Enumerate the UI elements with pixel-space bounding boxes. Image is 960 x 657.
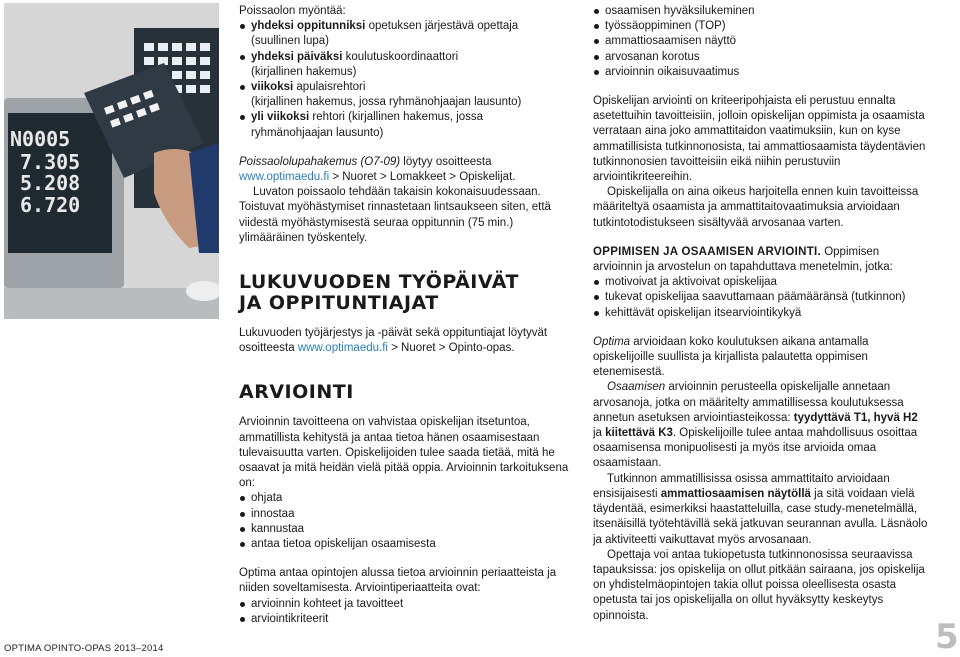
grade-scale: tyydyttävä T1, hyvä H2 — [793, 411, 918, 424]
permit-item — [239, 110, 569, 140]
assessment-purpose-list — [239, 491, 569, 552]
right-text-column — [593, 4, 928, 624]
permit-item — [239, 50, 569, 80]
grade-and: ja — [593, 427, 606, 440]
calendar-paragraph — [239, 326, 569, 356]
permit-item — [239, 80, 569, 110]
purpose-item: kannustaa — [239, 522, 569, 537]
calendar-path: > Nuoret > Opinto-opas. — [387, 342, 515, 355]
criteria-paragraph: Opiskelijan arviointi on kriteeripohjaista eli perustuu ennalta asetettuihin tavoitteisiin, jolloin opiskelijan oppimista ja osaamista verrataan aina joko ammattitaidon vaatimuksiin, kun on kyse ammatillisista tutkinnonosista, tai ammattiosaamista täydentävien tutkinnonosien tavoitteisiin eikä niihin perustuviin arviointikriteereihin. — [593, 95, 926, 184]
principles-list — [239, 597, 569, 627]
permit-duration: yhdeksi päiväksi — [251, 50, 343, 63]
absence-intro: Poissaolon myöntää: — [239, 5, 346, 17]
principle-item: ammattiosaamisen näyttö — [593, 34, 928, 49]
vocational-text-a: Tutkinnon ammatillisissa osissa ammattitaito arvioidaan ensisijaisesti — [593, 472, 890, 500]
permit-note: (kirjallinen hakemus, jossa ryhmänohjaajan lausunto) — [251, 96, 522, 109]
screen-line1: N0005 — [10, 127, 71, 151]
heading-calendar-line1: LUKUVUODEN TYÖPÄIVÄT — [239, 271, 519, 294]
principles-paragraph: Optima antaa opintojen alussa tietoa arvioinnin periaatteista ja niiden soveltamisesta. Arviointiperiaatteita ovat: — [239, 567, 557, 595]
grading-paragraph — [593, 380, 928, 471]
page-footer: OPTIMA OPINTO-OPAS 2013–2014 — [4, 643, 164, 654]
absence-permit-list — [239, 19, 569, 141]
osaamisen-word: Osaamisen — [607, 381, 666, 394]
vocational-text-b: ja sitä voidaan vielä täydentää, esimerkiksi haastatteluilla, case study-menetelmällä, itsenäisillä työtehtävillä sekä jatkuvan seurannan avulla. Läsnäolo ja aktiviteetti vaikuttavat myös arvosanaan. — [593, 487, 928, 546]
left-text-column — [239, 4, 569, 627]
principle-item: arvioinnin kohteet ja tavoitteet — [239, 597, 569, 612]
method-item: kehittävät opiskelijan itsearviointikykyä — [593, 306, 928, 321]
principle-item: työssäoppiminen (TOP) — [593, 19, 928, 34]
heading-calendar-line2: JA OPPITUNTIAJAT — [239, 292, 439, 315]
permit-duration: viikoksi — [251, 81, 294, 94]
permit-grantor: koulutuskoordinaattori — [342, 50, 459, 63]
method-item: tukevat opiskelijaa saavuttamaan päämääränsä (tutkinnon) — [593, 290, 928, 305]
form-found-text: löytyy osoitteesta — [400, 155, 492, 168]
permit-grantor: rehtori (kirjallinen hakemus, jossa — [309, 111, 484, 124]
section-text: Oppimisen arvioinnin ja arvostelun on tapahduttava menetelmin, jotka: — [593, 245, 893, 274]
optimaedu-link[interactable]: www.optimaedu.fi — [239, 171, 330, 184]
principle-item: arvioinnin oikaisuvaatimus — [593, 65, 928, 80]
permit-item — [239, 19, 569, 49]
optima-text: arvioidaan koko koulutuksen aikana antamalla opiskelijoille suullista ja kirjallista palautetta oppimisen etenemisestä. — [593, 335, 869, 379]
learning-assessment-paragraph — [593, 245, 928, 275]
form-path: > Nuoret > Lomakkeet > Opiskelijat. — [329, 171, 516, 184]
purpose-item: innostaa — [239, 507, 569, 522]
tutoring-paragraph: Opettaja voi antaa tukiopetusta tutkinnonosissa seuraavissa tapauksissa: jos opiskelija on ollut pitkään sairaana, jos opiskelija on yhdistelmäopintojen takia ollut poissa oleellisesta osasta opetusta tai jos opiskelijalla on ollut hyväksytty keskeytys opinnoista. — [593, 548, 925, 622]
permit-duration: yli viikoksi — [251, 111, 310, 124]
absence-rule-paragraph: Luvaton poissaolo tehdään takaisin kokonaisuudessaan. Toistuvat myöhästymiset rinnastetaan lintsaukseen siten, että viidestä myöhästymisestä seuraa oppitunnin (75 min.) ylimääräinen työskentely. — [239, 186, 551, 244]
permit-grantor: apulaisrehtori — [293, 81, 366, 94]
screen-line4: 6.720 — [20, 193, 81, 217]
vocational-paragraph — [593, 472, 928, 548]
grading-text-a: arvioinnin perusteella opiskelijalle annetaan arvosanoja, jotka on määritelty ammatillisessa koulutuksessa annetun asetuksen arviointiasteikossa: — [593, 381, 904, 424]
permit-note: (suullinen lupa) — [251, 35, 329, 48]
optima-paragraph — [593, 335, 928, 381]
heading-assessment: ARVIOINTI — [239, 381, 354, 404]
principle-item: arviointikriteerit — [239, 612, 569, 627]
principle-item: arvosanan korotus — [593, 50, 928, 65]
methods-list — [593, 275, 928, 321]
purpose-item: antaa tietoa opiskelijan osaamisesta — [239, 537, 569, 552]
permit-duration: yhdeksi oppitunniksi — [251, 20, 366, 33]
method-item: motivoivat ja aktivoivat opiskelijaa — [593, 275, 928, 290]
screen-line3: 5.208 — [20, 171, 81, 195]
optimaedu-link-2[interactable]: www.optimaedu.fi — [297, 342, 388, 355]
purpose-item: ohjata — [239, 491, 569, 506]
section-heading-learning: OPPIMISEN JA OSAAMISEN ARVIOINTI. — [593, 245, 822, 258]
permit-note: ryhmänohjaajan lausunto) — [251, 126, 384, 139]
calendar-text: Lukuvuoden työjärjestys ja -päivät sekä oppituntiajat löytyvät osoitteesta — [239, 327, 548, 355]
principles-continued-list — [593, 4, 928, 80]
form-name: Poissaololupahakemus (O7-09) — [239, 155, 401, 168]
criteria-paragraph-2: Opiskelijalla on aina oikeus harjoitella ennen kuin tavoitteissa määriteltyä osaamista ja ammattitaitovaatimuksia arvioidaan tutkintotodistukseen sisältyvää arvosanaa varten. — [593, 186, 919, 229]
principle-item: osaamisen hyväksilukeminen — [593, 4, 928, 19]
grading-text-b: . Opiskelijoille tulee antaa mahdollisuus osoittaa osaamisensa monipuolisesti ja myös itse arvioida omaa osaamistaan. — [593, 427, 918, 470]
permit-note: (kirjallinen hakemus) — [251, 65, 357, 78]
screen-line2: 7.305 — [20, 150, 81, 174]
permit-grantor: opetuksen järjestävä opettaja — [365, 20, 519, 33]
optima-word: Optima — [593, 335, 631, 348]
grade-top: kiitettävä K3 — [605, 427, 673, 440]
page-number: 5 — [935, 617, 959, 657]
vocational-bold: ammattiosaamisen näytöllä — [660, 487, 811, 500]
assessment-paragraph: Arvioinnin tavoitteena on vahvistaa opiskelijan itsetuntoa, ammatillista kehitystä ja antaa tietoa hänen osaamisestaan tulevaisuutta varten. Opiskelijoiden tulee saada tietää, mitä he osaavat ja mitä heidän vielä pitää oppia. Arvioinnin tarkoituksena on: — [239, 416, 569, 490]
form-paragraph — [239, 155, 569, 185]
cnc-machine-photo — [4, 3, 219, 319]
